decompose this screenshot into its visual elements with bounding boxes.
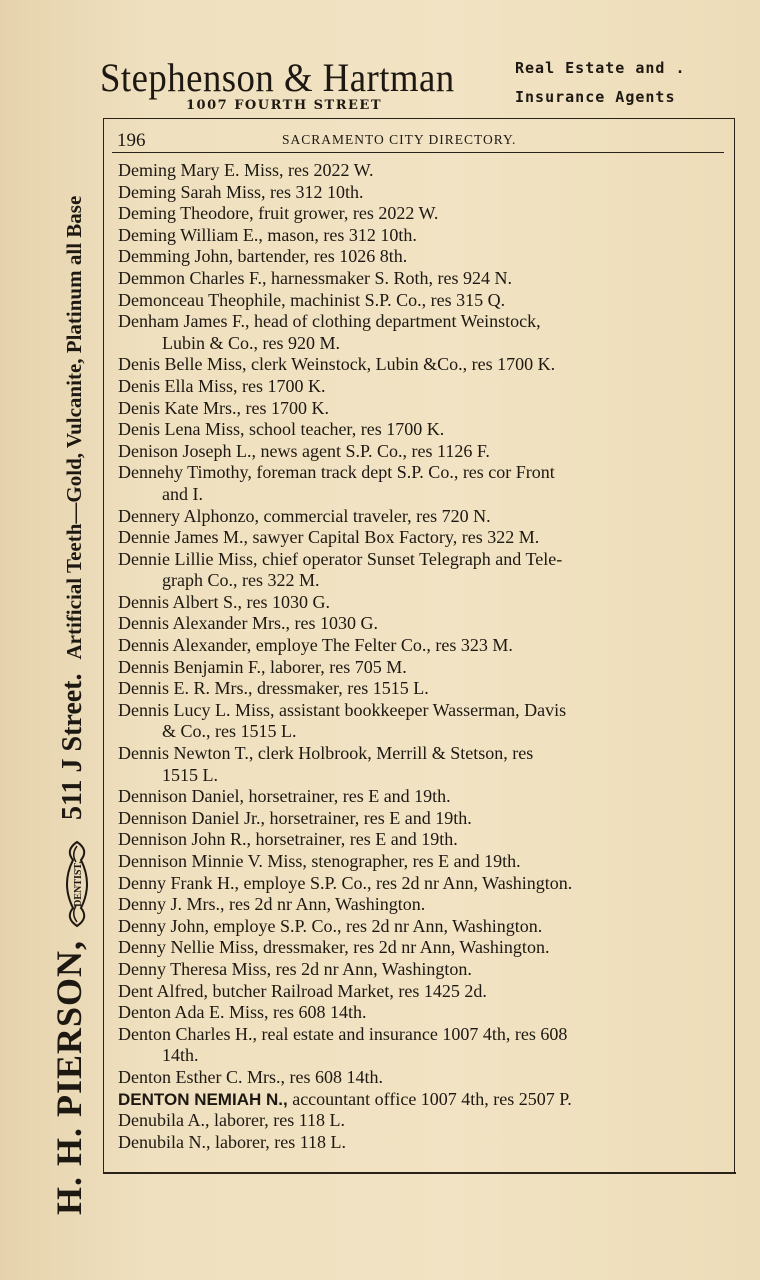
header-rule [112, 152, 724, 153]
side-advert-services: Artificial Teeth—Gold, Vulcanite, Platinum all Base [62, 195, 86, 660]
directory-entry-continuation: 14th. [162, 1045, 199, 1066]
directory-entry [118, 527, 726, 549]
side-advert [48, 95, 91, 1215]
entry-text: Dennis E. R. Mrs., dressmaker, res 1515 L. [118, 678, 429, 699]
advert-address: 1007 FOURTH STREET [186, 98, 383, 113]
entry-text: Denis Kate Mrs., res 1700 K. [118, 397, 329, 418]
directory-entry [118, 506, 726, 528]
entry-text: Denubila A., laborer, res 118 L. [118, 1110, 346, 1131]
dentist-badge [63, 840, 91, 928]
entry-text: Denton Ada E. Miss, res 608 14th. [118, 1002, 367, 1023]
directory-entry [118, 549, 726, 571]
directory-entry-continuation: and I. [162, 483, 203, 504]
directory-entry [118, 268, 726, 290]
directory-entry [118, 829, 726, 851]
entry-text: Dennis Alexander Mrs., res 1030 G. [118, 613, 378, 634]
entry-text: Dennehy Timothy, foreman track dept S.P. Co., res cor Front [118, 462, 555, 483]
entry-text: Denham James F., head of clothing department Weinstock, [118, 311, 541, 332]
directory-entry [118, 678, 726, 700]
directory-entry [118, 743, 726, 765]
directory-entry [118, 851, 726, 873]
directory-entries [118, 160, 726, 1153]
directory-entry [118, 311, 726, 333]
entry-text: Deming Sarah Miss, res 312 10th. [118, 181, 364, 202]
directory-entry [118, 290, 726, 312]
entry-text: Dennis Newton T., clerk Holbrook, Merrill & Stetson, res [118, 743, 534, 764]
entry-text: Dennery Alphonzo, commercial traveler, res 720 N. [118, 505, 491, 526]
dentist-badge-text: DENTIST. [73, 861, 85, 907]
entry-text: Dent Alfred, butcher Railroad Market, res 1425 2d. [118, 980, 487, 1001]
entry-text: Denubila N., laborer, res 118 L. [118, 1131, 347, 1152]
entry-text: Dennis Albert S., res 1030 G. [118, 591, 330, 612]
directory-entry [118, 1132, 726, 1154]
directory-entry [118, 1089, 726, 1111]
entry-text: Denton Esther C. Mrs., res 608 14th. [118, 1066, 383, 1087]
entry-text: Deming Theodore, fruit grower, res 2022 W. [118, 203, 439, 224]
entry-text: Dennie Lillie Miss, chief operator Sunset Telegraph and Tele- [118, 548, 563, 569]
directory-entry [118, 937, 726, 959]
directory-entry [118, 225, 726, 247]
directory-entry [118, 1067, 726, 1089]
entry-text: accountant office 1007 4th, res 2507 P. [287, 1088, 572, 1109]
directory-entry [118, 613, 726, 635]
directory-entry [118, 916, 726, 938]
entry-text: Denny John, employe S.P. Co., res 2d nr Ann, Washington. [118, 915, 543, 936]
directory-entry [118, 182, 726, 204]
directory-entry [118, 808, 726, 830]
entry-text: Demming John, bartender, res 1026 8th. [118, 246, 408, 267]
entry-text: Dennison Daniel Jr., horsetrainer, res E and 19th. [118, 807, 472, 828]
entry-text: Denison Joseph L., news agent S.P. Co., res 1126 F. [118, 440, 490, 461]
page-frame-bottom-rule [103, 1172, 736, 1174]
entry-text: Denny J. Mrs., res 2d nr Ann, Washington. [118, 894, 426, 915]
directory-entry [118, 786, 726, 808]
directory-entry-continuation: & Co., res 1515 L. [162, 721, 297, 742]
entry-text: Dennie James M., sawyer Capital Box Factory, res 322 M. [118, 527, 540, 548]
directory-entry [118, 981, 726, 1003]
directory-entry [118, 354, 726, 376]
entry-text: Demmon Charles F., harnessmaker S. Roth, res 924 N. [118, 267, 513, 288]
entry-text: Dennis Alexander, employe The Felter Co., res 323 M. [118, 635, 513, 656]
side-advert-name: H. H. PIERSON, [49, 939, 89, 1215]
running-header: SACRAMENTO CITY DIRECTORY. [282, 132, 517, 147]
directory-entry [118, 635, 726, 657]
directory-entry [118, 398, 726, 420]
entry-text: Demonceau Theophile, machinist S.P. Co., res 315 Q. [118, 289, 506, 310]
entry-text: Dennis Benjamin F., laborer, res 705 M. [118, 656, 407, 677]
entry-text: Dennis Lucy L. Miss, assistant bookkeeper Wasserman, Davis [118, 699, 567, 720]
directory-entry-continuation: graph Co., res 322 M. [162, 570, 320, 591]
directory-entry [118, 959, 726, 981]
entry-text: Deming William E., mason, res 312 10th. [118, 224, 417, 245]
entry-text: Denny Nellie Miss, dressmaker, res 2d nr Ann, Washington. [118, 937, 550, 958]
directory-entry [118, 657, 726, 679]
advert-line-1: Real Estate and . [515, 59, 686, 77]
directory-entry [118, 462, 726, 484]
directory-entry [118, 419, 726, 441]
directory-entry [118, 592, 726, 614]
page-number: 196 [117, 130, 146, 151]
entry-text: Dennison Minnie V. Miss, stenographer, res E and 19th. [118, 851, 521, 871]
advert-line-2: Insurance Agents [515, 88, 676, 106]
entry-text: Denis Belle Miss, clerk Weinstock, Lubin &Co., res 1700 K. [118, 354, 556, 375]
directory-entry [118, 1024, 726, 1046]
directory-entry [118, 441, 726, 463]
directory-entry [118, 246, 726, 268]
advert-firm-name: Stephenson & Hartman [100, 55, 455, 100]
directory-entry [118, 160, 726, 182]
directory-entry [118, 700, 726, 722]
directory-entry [118, 1002, 726, 1024]
entry-text: Denny Frank H., employe S.P. Co., res 2d nr Ann, Washington. [118, 872, 573, 893]
entry-bold-name: DENTON NEMIAH N., [118, 1089, 288, 1109]
side-advert-street: 511 J Street. [57, 673, 88, 820]
directory-entry [118, 1110, 726, 1132]
entry-text: Denny Theresa Miss, res 2d nr Ann, Washington. [118, 958, 472, 979]
entry-text: Deming Mary E. Miss, res 2022 W. [118, 160, 374, 180]
entry-text: Denis Ella Miss, res 1700 K. [118, 375, 326, 396]
directory-entry [118, 376, 726, 398]
directory-entry [118, 894, 726, 916]
entry-text: Denton Charles H., real estate and insurance 1007 4th, res 608 [118, 1023, 568, 1044]
entry-text: Dennison Daniel, horsetrainer, res E and 19th. [118, 786, 451, 807]
directory-entry-continuation: 1515 L. [162, 764, 218, 785]
directory-entry-continuation: Lubin & Co., res 920 M. [162, 332, 340, 353]
entry-text: Dennison John R., horsetrainer, res E and 19th. [118, 829, 458, 850]
directory-entry [118, 203, 726, 225]
entry-text: Denis Lena Miss, school teacher, res 1700 K. [118, 419, 445, 440]
directory-entry [118, 873, 726, 895]
